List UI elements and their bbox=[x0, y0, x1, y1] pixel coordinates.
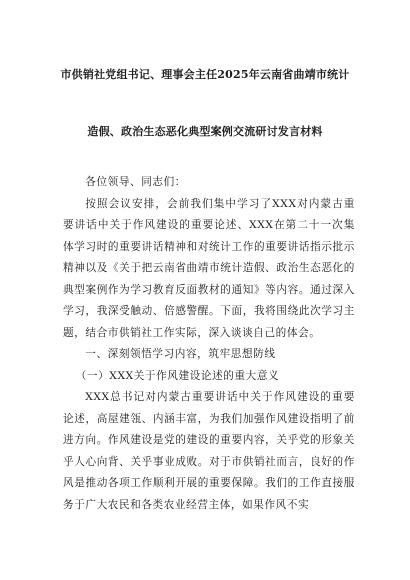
document-title-line-1: 市供销社党组书记、理事会主任2025年云南省曲靖市统计 bbox=[60, 68, 350, 81]
salutation: 各位领导、同志们： bbox=[85, 176, 186, 188]
section-heading-1: 一、深刻领悟学习内容，筑牢思想防线 bbox=[85, 348, 276, 360]
paragraph-intro: 按照会议安排，会前我们集中学习了XXX对内蒙古重要讲话中关于作风建设的重要论述、XXX在第二十一次集体学习时的重要讲话精神和对统计工作的重要讲话指示批示精神以及《关于把云南省曲靖市统计造假、政治生态恶化的典型案例作为学习教育反面教材的通知》等内容。通过深入学习，我深受触动、倍感警醒。下面，我将围绕此次学习主题，结合市供销社工作实际，深入谈谈自己的体会。 bbox=[63, 197, 355, 339]
subsection-heading-1: （一）XXX关于作风建设论述的重大意义 bbox=[75, 369, 280, 382]
document-body bbox=[63, 172, 355, 516]
paragraph-2: XXX总书记对内蒙古重要讲话中关于作风建设的重要论述，高屋建瓴、内涵丰富，为我们加强作风建设指明了前进方向。作风建设是党的建设的重要内容，关乎党的形象关乎人心向背、关乎事业成败。对于市供销社而言，良好的作风是推动各项工作顺利开展的重要保障。我们的工作直接服务于广大农民和各类农业经营主体，如果作风不实 bbox=[63, 391, 355, 511]
document-title-line-2: 造假、政治生态恶化典型案例交流研讨发言材料 bbox=[87, 125, 323, 138]
